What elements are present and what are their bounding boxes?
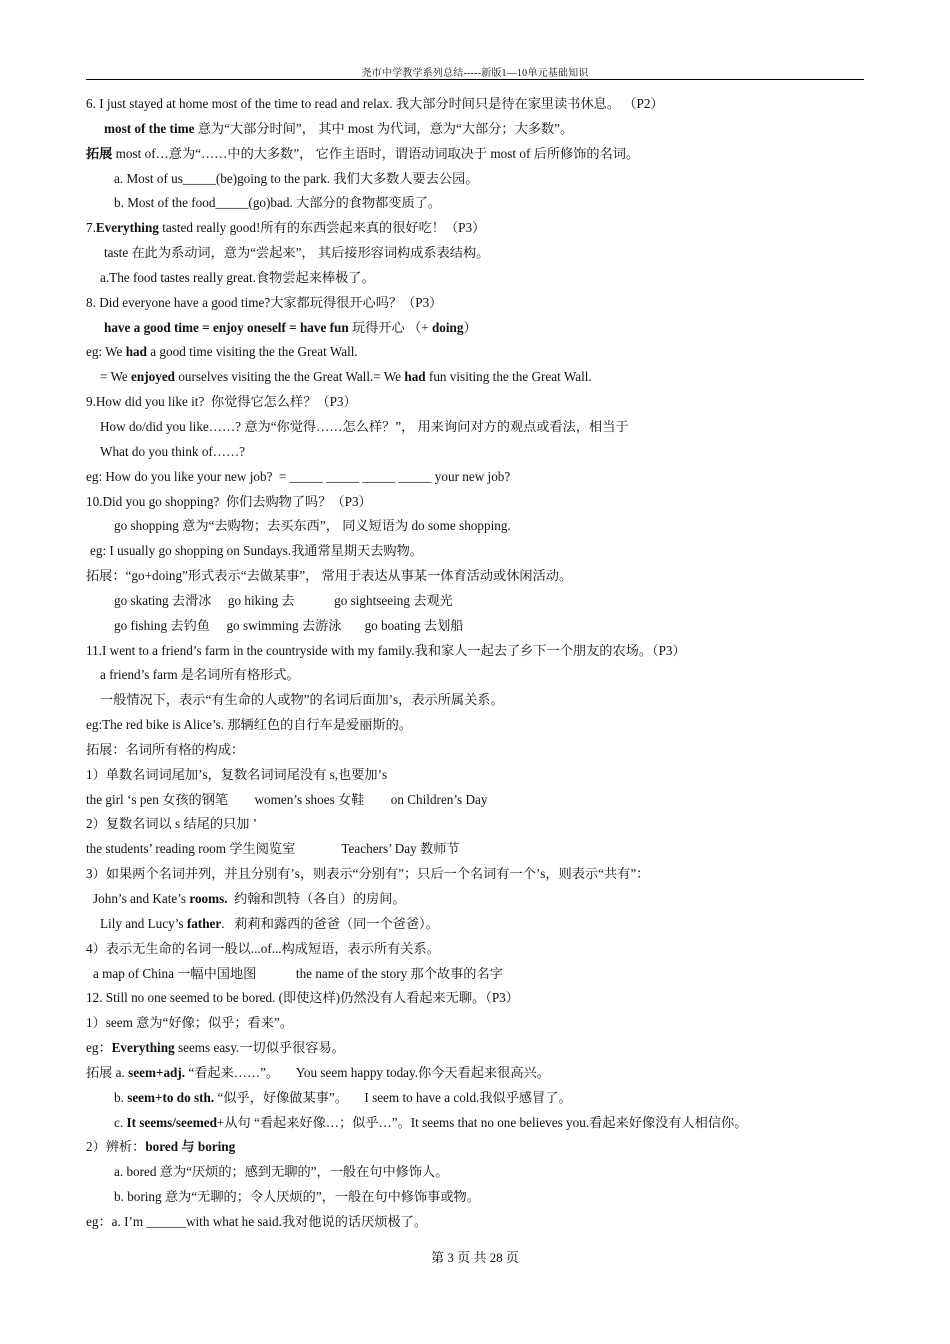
document-body	[86, 92, 866, 1235]
text-line	[86, 340, 866, 365]
bold-text: Everything	[111, 1040, 175, 1056]
text-run: c.	[114, 1114, 127, 1130]
text-run: John’s and Kate’s	[93, 891, 190, 906]
text-run: 3）如果两个名词并列，并且分别有’s，则表示“分别有”；只后一个名词有一个’s，则表示“共有”：	[86, 866, 650, 882]
text-line	[86, 614, 866, 639]
text-run: 一般情况下，表示“有生命的人或物”的名词后面加’s，表示所属关系。	[100, 692, 504, 708]
text-run: 1）seem 意为“好像；似乎；看来”。	[86, 1015, 293, 1031]
text-run: 4）表示无生命的名词一般以...of...构成短语，表示所有关系。	[86, 940, 440, 956]
bold-text: seem+to do sth.	[127, 1089, 215, 1105]
text-run: 拓展：名词所有格的构成：	[86, 741, 245, 757]
text-run: fun visiting the the Great Wall.	[425, 369, 592, 385]
text-run: 9.How did you like it? 你觉得它怎么样？（P3）	[86, 394, 357, 410]
text-run: b. Most of the food_____(go)bad. 大部分的食物都变质了。	[114, 195, 442, 211]
text-run: eg: We	[86, 344, 126, 360]
text-run: eg: How do you like your new job? = _____ _____ _____ _____ your new job?	[86, 468, 511, 484]
text-line	[86, 390, 866, 415]
text-line	[86, 1210, 866, 1235]
text-run: b. boring 意为“无聊的；令人厌烦的”，一般在句中修饰事或物。	[114, 1189, 480, 1205]
page-header: 尧市中学教学系列总结-----新版1—10单元基础知识	[361, 68, 589, 79]
text-run: 12. Still no one seemed to be bored. (即使这样)仍然没有人看起来无聊。（P3）	[86, 990, 519, 1006]
text-line	[86, 291, 866, 316]
bold-text: doing	[431, 319, 464, 335]
text-line	[86, 440, 866, 465]
text-line	[86, 216, 866, 241]
text-run: “似乎，好像做某事”。 I seem to have a cold.我似乎感冒了。	[214, 1089, 572, 1105]
text-run: 拓展 a.	[86, 1064, 129, 1080]
bold-text: rooms.	[189, 891, 228, 906]
text-run: eg: I usually go shopping on Sundays.我通常星期天去购物。	[90, 543, 423, 559]
text-line	[86, 539, 866, 564]
text-line	[86, 1011, 866, 1036]
page-footer: 第 3 页 共 28 页	[431, 1250, 519, 1265]
text-line	[86, 788, 866, 813]
text-run: 2）辨析：	[86, 1139, 146, 1155]
text-run: a. Most of us_____(be)going to the park. 我们大多数人要去公园。	[114, 170, 479, 186]
text-run: a good time visiting the the Great Wall.	[146, 344, 358, 360]
text-line	[86, 986, 866, 1011]
text-run: go fishing 去钓鱼 go swimming 去游泳 go boating 去划船	[114, 617, 464, 633]
text-run: go shopping 意为“去购物；去买东西”， 同义短语为 do some shopping.	[114, 518, 511, 534]
text-line	[86, 490, 866, 515]
text-run: a.The food tastes really great.食物尝起来棒极了。	[100, 269, 375, 285]
bold-text: enjoyed	[131, 369, 176, 385]
text-line	[86, 142, 866, 167]
bold-text: most of the time	[104, 120, 195, 136]
text-line	[86, 738, 866, 763]
text-run: eg：a. I’m ______with what he said.我对他说的话厌烦极了。	[86, 1213, 428, 1229]
text-run: a. bored 意为“厌烦的；感到无聊的”，一般在句中修饰人。	[114, 1164, 449, 1180]
text-line	[86, 663, 866, 688]
text-line	[86, 266, 866, 291]
bold-text: bored 与 boring	[145, 1139, 236, 1155]
text-run: eg:The red bike is Alice’s. 那辆红色的自行车是爱丽斯的。	[86, 717, 412, 733]
text-run: tasted really good!所有的东西尝起来真的很好吃！（P3）	[158, 220, 486, 236]
bold-text: have a good time = enjoy oneself = have fun	[104, 319, 349, 335]
text-run: 意为“大部分时间”， 其中 most 为代词，意为“大部分；大多数”。	[194, 120, 574, 136]
text-line	[86, 763, 866, 788]
text-run: seems easy.一切似乎很容易。	[174, 1040, 345, 1056]
text-run: = We	[100, 369, 132, 385]
bold-text: 拓展	[86, 145, 113, 161]
text-line	[86, 589, 866, 614]
text-run: 约翰和凯特（各自）的房间。	[227, 891, 406, 906]
text-run: “看起来……”。 You seem happy today.你今天看起来很高兴。	[185, 1064, 550, 1080]
text-line	[86, 862, 866, 887]
text-line	[86, 887, 866, 912]
text-line	[86, 1061, 866, 1086]
text-run: Lily and Lucy’s	[100, 915, 187, 931]
text-line	[86, 962, 866, 987]
text-run: taste 在此为系动词，意为“尝起来”， 其后接形容词构成系表结构。	[104, 245, 490, 261]
text-line	[86, 713, 866, 738]
text-run: . 莉莉和露西的爸爸（同一个爸爸）。	[221, 915, 439, 931]
text-line	[86, 514, 866, 539]
text-line	[86, 191, 866, 216]
text-line	[86, 117, 866, 142]
text-run: How do/did you like……? 意为“你觉得……怎么样？”， 用来询问对方的观点或看法，相当于	[100, 418, 629, 434]
text-run: ）	[463, 319, 477, 335]
text-line	[86, 688, 866, 713]
text-line	[86, 415, 866, 440]
bold-text: Everything	[95, 220, 159, 236]
text-line	[86, 92, 866, 117]
text-line	[86, 241, 866, 266]
text-line	[86, 564, 866, 589]
text-run: 6. I just stayed at home most of the time to read and relax. 我大部分时间只是待在家里读书休息。 （P2）	[86, 96, 664, 111]
text-run: 拓展：“go+doing”形式表示“去做某事”， 常用于表达从事某一体育活动或休闲活动。	[86, 568, 573, 584]
bold-text: It seems/seemed	[126, 1114, 217, 1130]
text-run: b.	[114, 1089, 128, 1105]
text-line	[86, 812, 866, 837]
bold-text: had	[404, 369, 426, 385]
text-run: 1）单数名词词尾加’s，复数名词词尾没有 s,也要加’s	[86, 766, 388, 782]
text-line	[86, 639, 866, 664]
text-line	[86, 1185, 866, 1210]
bold-text: had	[125, 344, 147, 360]
text-run: most of…意为“……中的大多数”， 它作主语时，谓语动词取决于 most of 后所修饰的名词。	[112, 145, 640, 161]
text-run: 玩得开心 （+	[348, 319, 432, 335]
text-run: 2）复数名词以 s 结尾的只加 ’	[86, 816, 258, 832]
text-line	[86, 365, 866, 390]
text-line	[86, 465, 866, 490]
text-run: 11.I went to a friend’s farm in the countryside with my family.我和家人一起去了乡下一个朋友的农场。（P3）	[86, 642, 686, 658]
bold-text: seem+adj.	[128, 1064, 186, 1080]
text-line	[86, 1111, 866, 1136]
text-run: eg：	[86, 1040, 112, 1056]
text-run: a map of China 一幅中国地图 the name of the story 那个故事的名字	[93, 965, 503, 981]
text-line	[86, 1135, 866, 1160]
text-line	[86, 316, 866, 341]
text-line	[86, 837, 866, 862]
text-line	[86, 1036, 866, 1061]
text-line	[86, 167, 866, 192]
text-run: the students’ reading room 学生阅览室 Teachers’ Day 教师节	[86, 841, 460, 857]
text-run: the girl ‘s pen 女孩的钢笔 women’s shoes 女鞋 on Children’s Day	[86, 791, 488, 807]
text-run: 8. Did everyone have a good time?大家都玩得很开心吗？（P3）	[86, 294, 443, 310]
text-run: 10.Did you go shopping? 你们去购物了吗？（P3）	[86, 493, 372, 509]
text-line	[86, 937, 866, 962]
text-line	[86, 1160, 866, 1185]
text-run: +从句 “看起来好像…；似乎…”。It seems that no one believes you.看起来好像没有人相信你。	[216, 1114, 748, 1130]
text-run: 7.	[86, 220, 96, 236]
text-run: a friend’s farm 是名词所有格形式。	[100, 667, 300, 683]
text-run: ourselves visiting the the Great Wall.= We	[175, 369, 405, 385]
text-line	[86, 912, 866, 937]
text-line	[86, 1086, 866, 1111]
bold-text: father	[186, 915, 222, 931]
text-run: What do you think of……?	[100, 443, 246, 459]
header-rule	[86, 79, 864, 80]
text-run: go skating 去滑冰 go hiking 去 go sightseeing 去观光	[114, 592, 453, 608]
